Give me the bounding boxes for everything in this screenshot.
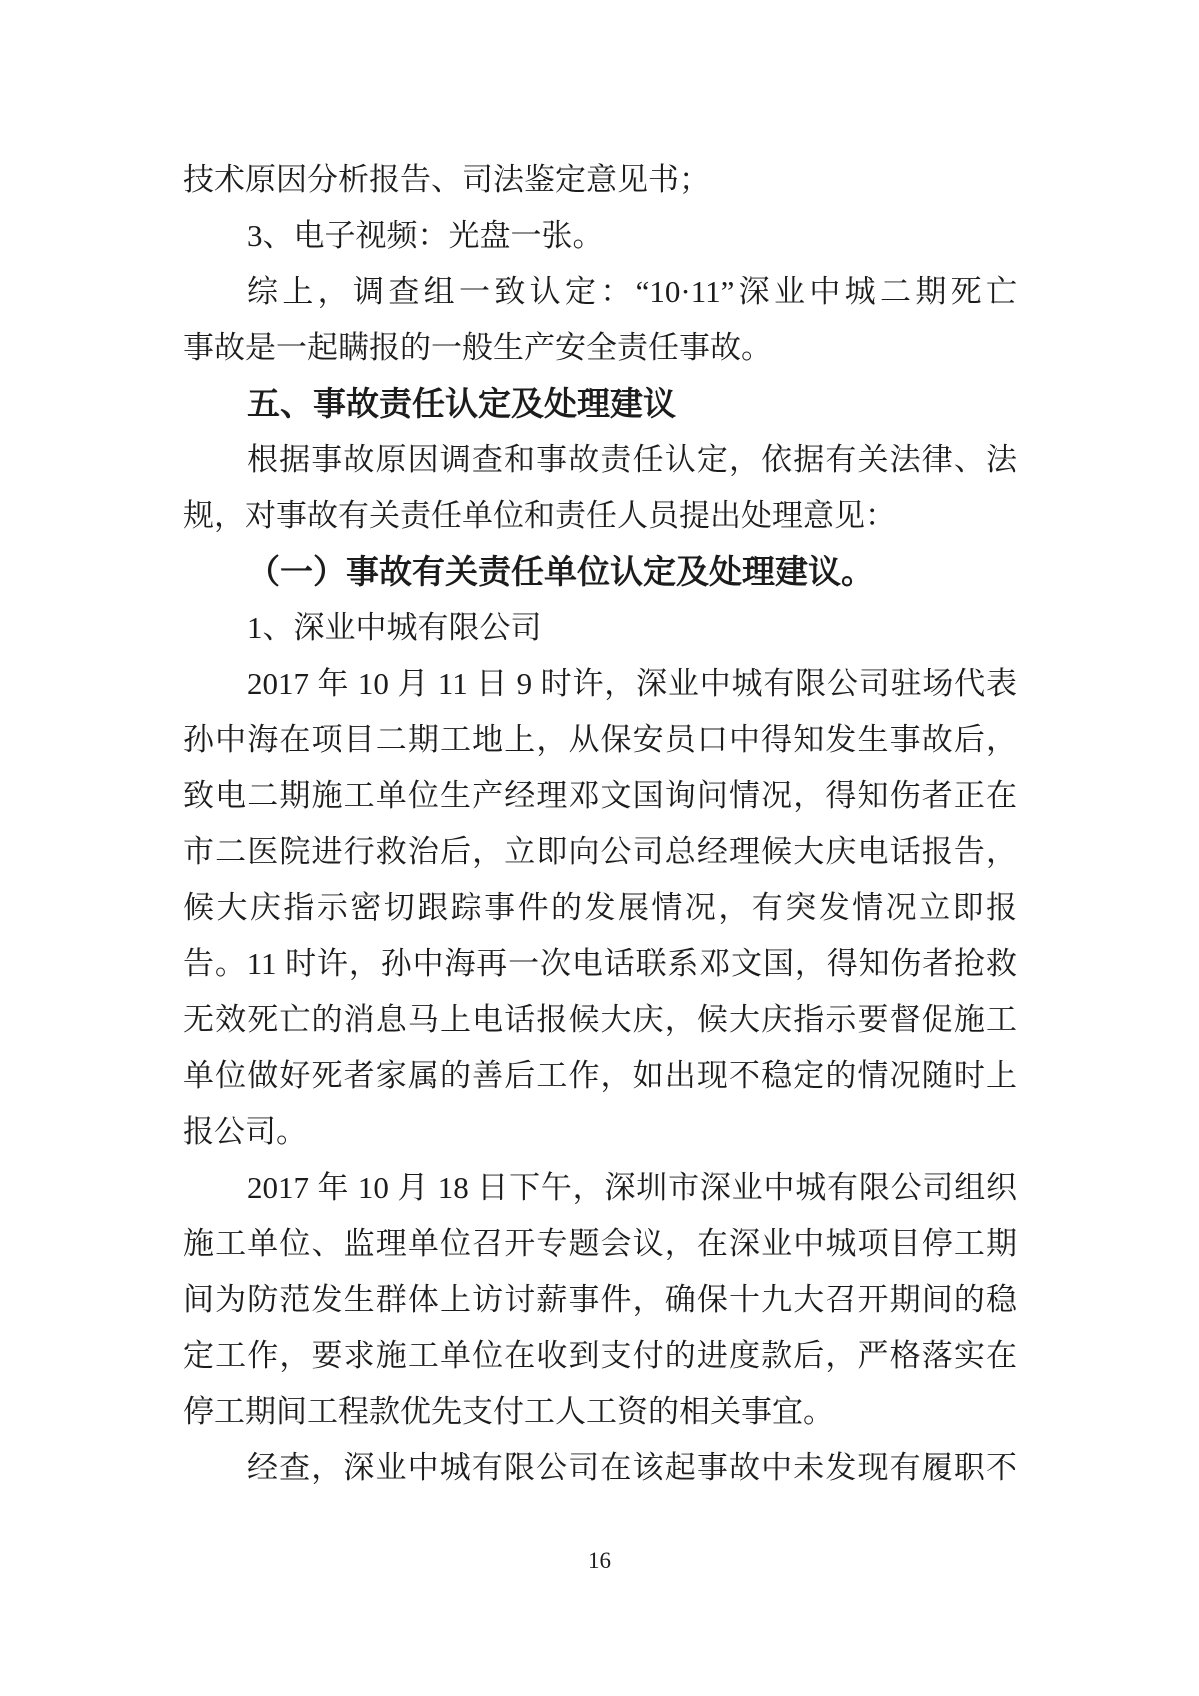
text-line: 间为防范发生群体上访讨薪事件，确保十九大召开期间的稳 [183, 1282, 1017, 1317]
text-line: 技术原因分析报告、司法鉴定意见书； [183, 162, 710, 197]
text-line: 3、电子视频：光盘一张。 [247, 218, 604, 253]
text-line: 经查，深业中城有限公司在该起事故中未发现有履职不 [247, 1450, 1017, 1485]
text-line: 单位做好死者家属的善后工作，如出现不稳定的情况随时上 [183, 1058, 1017, 1093]
text-line: 2017 年 10 月 11 日 9 时许，深业中城有限公司驻场代表 [247, 666, 1017, 701]
text-line: 告。11 时许，孙中海再一次电话联系邓文国，得知伤者抢救 [183, 946, 1017, 981]
page-number: 16 [588, 1548, 611, 1573]
text-line: 孙中海在项目二期工地上，从保安员口中得知发生事故后， [183, 722, 1017, 757]
text-line: 候大庆指示密切跟踪事件的发展情况，有突发情况立即报 [183, 890, 1017, 925]
subsection-heading: （一）事故有关责任单位认定及处理建议。 [247, 553, 874, 590]
text-line: 2017 年 10 月 18 日下午，深圳市深业中城有限公司组织 [247, 1170, 1017, 1205]
text-line: 规，对事故有关责任单位和责任人员提出处理意见： [183, 498, 896, 533]
text-line: 事故是一起瞒报的一般生产安全责任事故。 [183, 330, 772, 365]
section-heading: 五、事故责任认定及处理建议 [247, 385, 676, 422]
text-line: 无效死亡的消息马上电话报候大庆，候大庆指示要督促施工 [183, 1002, 1017, 1037]
text-line: 1、深业中城有限公司 [247, 610, 542, 645]
text-line: 市二医院进行救治后，立即向公司总经理候大庆电话报告， [183, 834, 1017, 869]
document-body [183, 152, 1017, 1496]
text-line: 报公司。 [183, 1114, 307, 1149]
text-line: 定工作，要求施工单位在收到支付的进度款后，严格落实在 [183, 1338, 1017, 1373]
text-line: 停工期间工程款优先支付工人工资的相关事宜。 [183, 1394, 834, 1429]
text-line: 致电二期施工单位生产经理邓文国询问情况，得知伤者正在 [183, 778, 1017, 813]
text-line: 综上，调查组一致认定：“10·11”深业中城二期死亡 [247, 274, 1017, 309]
text-line: 根据事故原因调查和事故责任认定，依据有关法律、法 [247, 442, 1017, 477]
text-line: 施工单位、监理单位召开专题会议，在深业中城项目停工期 [183, 1226, 1017, 1261]
